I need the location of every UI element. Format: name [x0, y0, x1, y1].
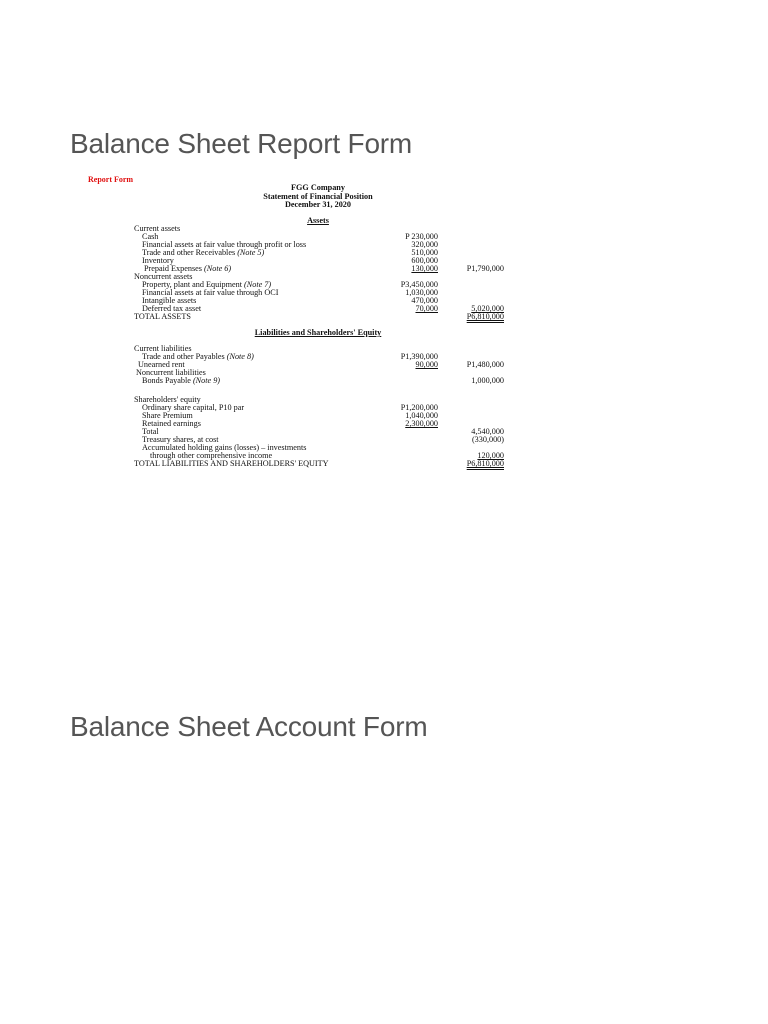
- row-label: Treasury shares, at cost: [142, 435, 219, 444]
- row-label: Current liabilities: [134, 344, 192, 353]
- amount-column-1: P1,200,000: [400, 403, 438, 412]
- amount-column-1: 470,000: [411, 296, 438, 305]
- statement-title: Statement of Financial Position: [263, 192, 373, 201]
- row-label: Trade and other Payables (Note 8): [142, 352, 254, 361]
- amount-column-1: 510,000: [411, 248, 438, 257]
- row-label: Retained earnings: [142, 419, 201, 428]
- amount-column-1: 1,040,000: [405, 411, 438, 420]
- amount-column-1: 600,000: [411, 256, 438, 265]
- account-form-heading: Balance Sheet Account Form: [70, 711, 428, 742]
- form-label: Report Form: [88, 175, 134, 184]
- balance-sheet-image: [88, 176, 518, 476]
- row-label: Shareholders' equity: [134, 395, 201, 404]
- row-label: Bonds Payable (Note 9): [142, 376, 221, 385]
- row-label: Financial assets at fair value through profit or loss: [142, 240, 307, 249]
- statement-row: [88, 377, 518, 385]
- row-label: Noncurrent assets: [134, 272, 193, 281]
- statement-row: [88, 460, 518, 468]
- row-label: Prepaid Expenses (Note 6): [144, 264, 232, 273]
- row-label: Intangible assets: [142, 296, 197, 305]
- row-label: Current assets: [134, 224, 181, 233]
- row-label: Trade and other Receivables (Note 5): [142, 248, 265, 257]
- row-note: (Note 8): [226, 352, 254, 361]
- amount-column-2: P1,790,000: [466, 264, 504, 273]
- row-label: Inventory: [142, 256, 174, 265]
- amount-column-1: 1,030,000: [405, 288, 438, 297]
- row-note: (Note 5): [237, 248, 265, 257]
- row-label: TOTAL ASSETS: [134, 312, 191, 321]
- amount-column-1: 90,000: [415, 360, 438, 369]
- amount-column-2: P1,480,000: [466, 360, 504, 369]
- amount-column-2: P6,810,000: [466, 312, 504, 321]
- statement-date: December 31, 2020: [284, 200, 351, 209]
- amount-column-1: P1,390,000: [400, 352, 438, 361]
- amount-column-2: 120,000: [477, 451, 504, 460]
- amount-column-2: P6,810,000: [466, 459, 504, 468]
- row-label: Total: [142, 427, 159, 436]
- amount-column-1: 320,000: [411, 240, 438, 249]
- row-note: (Note 9): [192, 376, 221, 385]
- row-label: Noncurrent liabilities: [136, 368, 206, 377]
- company-name: FGG Company: [291, 183, 345, 192]
- row-label: Share Premium: [142, 411, 193, 420]
- row-note: (Note 7): [244, 280, 272, 289]
- row-label: Unearned rent: [138, 360, 185, 369]
- amount-column-2: 5,020,000: [471, 304, 504, 313]
- statement-row: [88, 313, 518, 321]
- row-label: through other comprehensive income: [150, 451, 273, 460]
- amount-column-1: P 230,000: [405, 232, 438, 241]
- amount-column-2: (330,000): [471, 435, 504, 444]
- row-label: TOTAL LIABILITIES AND SHAREHOLDERS' EQUITY: [134, 459, 329, 468]
- amount-column-1: 70,000: [415, 304, 438, 313]
- assets-title: Assets: [307, 216, 329, 225]
- row-label: Financial assets at fair value through OCI: [142, 288, 279, 297]
- amount-column-1: P3,450,000: [400, 280, 438, 289]
- amount-column-2: 1,000,000: [471, 376, 504, 385]
- amount-column-2: 4,540,000: [471, 427, 504, 436]
- row-label: Cash: [142, 232, 159, 241]
- row-label: Property, plant and Equipment (Note 7): [142, 280, 272, 289]
- liabilities-equity-title: Liabilities and Shareholders' Equity: [254, 328, 382, 337]
- row-note: (Note 6): [204, 264, 232, 273]
- row-label: Deferred tax asset: [142, 304, 202, 313]
- row-label: Accumulated holding gains (losses) – investments: [142, 443, 307, 452]
- row-label: Ordinary share capital, P10 par: [142, 403, 245, 412]
- report-form-heading: Balance Sheet Report Form: [70, 128, 413, 159]
- amount-column-1: 2,300,000: [405, 419, 438, 428]
- amount-column-1: 130,000: [411, 264, 438, 273]
